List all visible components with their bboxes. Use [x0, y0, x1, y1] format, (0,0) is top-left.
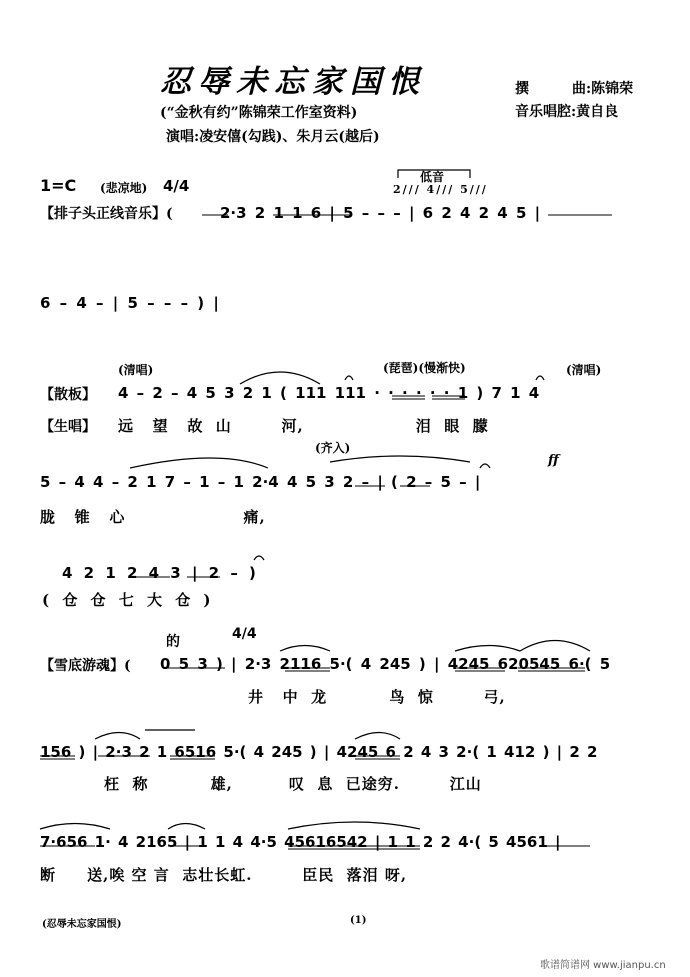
line2-notes: 6 – 4 – | 5 – – – ) | [40, 294, 219, 312]
line7-section-label: 【雪底游魂】( [40, 658, 131, 674]
line1-notes: 2·3 2 1 1 6 | 5 – – – | 6 2 4 2 4 5 | [220, 204, 541, 222]
slur-line5-a [130, 458, 268, 468]
line7-lyrics: 井 中 龙 鸟 惊 弓, [248, 688, 506, 706]
slur-line9-a [40, 824, 110, 830]
footer-page-number: (1) [350, 915, 367, 926]
slur-line8-b [355, 733, 400, 740]
arranger: 音乐唱腔:黄自良 [515, 104, 619, 120]
line7-meter: 4/4 [232, 626, 257, 642]
footer-piece-title: (忍辱未忘家国恨) [42, 919, 122, 930]
page-title: 忍辱未忘家国恨 [160, 64, 426, 100]
composer-label: 撰 [515, 81, 529, 97]
line7-grace-de: 的 [166, 634, 180, 650]
line8-lyrics: 枉 称 雄, 叹 息 已途穷. 江山 [104, 775, 482, 793]
fermata-line5 [480, 464, 490, 468]
line3-cue-pipa: (琵琶)(慢渐快) [383, 361, 466, 375]
slur-line7-a [280, 646, 330, 652]
line3-notes: 4 – 2 – 4 5 3 2 1 ( 111 111 · · · · · · 1 ) 7 1 4 [118, 384, 540, 402]
line4-lyrics: 远 望 故 山 河, 泪 眼 朦 [118, 417, 489, 435]
line8-notes: 156 ) | 2·3 2 1 6516 5·( 4 245 ) | 4245 6 2 4 3 2·( 1 412 ) | 2 2 [40, 743, 598, 761]
line3-cue-solo: (清唱) [118, 363, 154, 377]
line5-notes: 5 – 4 4 – 2 1 7 – 1 – 1 2·4 4 5 3 2 – | ( 2 – 5 – | [40, 473, 481, 491]
line5-dynamic: ff [548, 453, 559, 468]
fermata-line3-a [345, 376, 353, 380]
slur-line7-b [455, 646, 520, 652]
key-signature: 1=C [40, 176, 77, 195]
slur-line9-b [168, 824, 205, 830]
line4-role-label: 【生唱】 [40, 419, 96, 435]
low-note-digits: 2/// 4/// 5/// [393, 183, 488, 196]
subtitle: (“金秋有约”陈锦荣工作室资料) [160, 105, 358, 121]
watermark: 歌谱简谱网 www.jianpu.cn [540, 960, 666, 971]
low-note-bracket [398, 170, 470, 178]
line9-notes: 7·656 1· 4 2165 | 1 1 4 4·5 45616542 | 1 1 2 2 4·( 5 4561 | [40, 833, 561, 851]
performers: 演唱:凌安僖(勾践)、朱月云(越后) [166, 129, 380, 145]
mood-marking: (悲凉地) [100, 181, 148, 195]
slur-line7-c [520, 641, 590, 652]
low-note-marking: 低音 [420, 170, 445, 184]
line3-cue-solo-2: (清唱) [566, 363, 602, 377]
slur-line9-c [288, 822, 420, 829]
slur-line3-a [240, 372, 320, 384]
fermata-line3-b [536, 376, 544, 380]
line7-notes: 0 5 3 ) | 2·3 2116 5·( 4 245 ) | 4245 620545 6·( 5 [160, 655, 611, 673]
fermata-line6 [254, 556, 264, 560]
line6-lyrics: ( 仓 仓 七 大 仓 ) [42, 591, 212, 609]
line1-section-label: 【排子头正线音乐】( [40, 206, 173, 222]
line5-cue-enter: (齐入) [315, 441, 351, 455]
meter: 4/4 [163, 177, 190, 195]
composer: 曲:陈锦荣 [572, 81, 634, 97]
slur-line8-a [95, 733, 140, 740]
slur-line5-b [330, 456, 470, 462]
line9-lyrics: 断 送,唉 空 言 志壮长虹. 臣民 落泪 呀, [40, 866, 408, 884]
line3-section-label: 【散板】 [40, 387, 96, 403]
line5-lyrics: 胧 锥 心 痛, [40, 508, 266, 526]
line6-notes: 4 2 1 2 4 3 | 2 – ) [62, 564, 256, 582]
